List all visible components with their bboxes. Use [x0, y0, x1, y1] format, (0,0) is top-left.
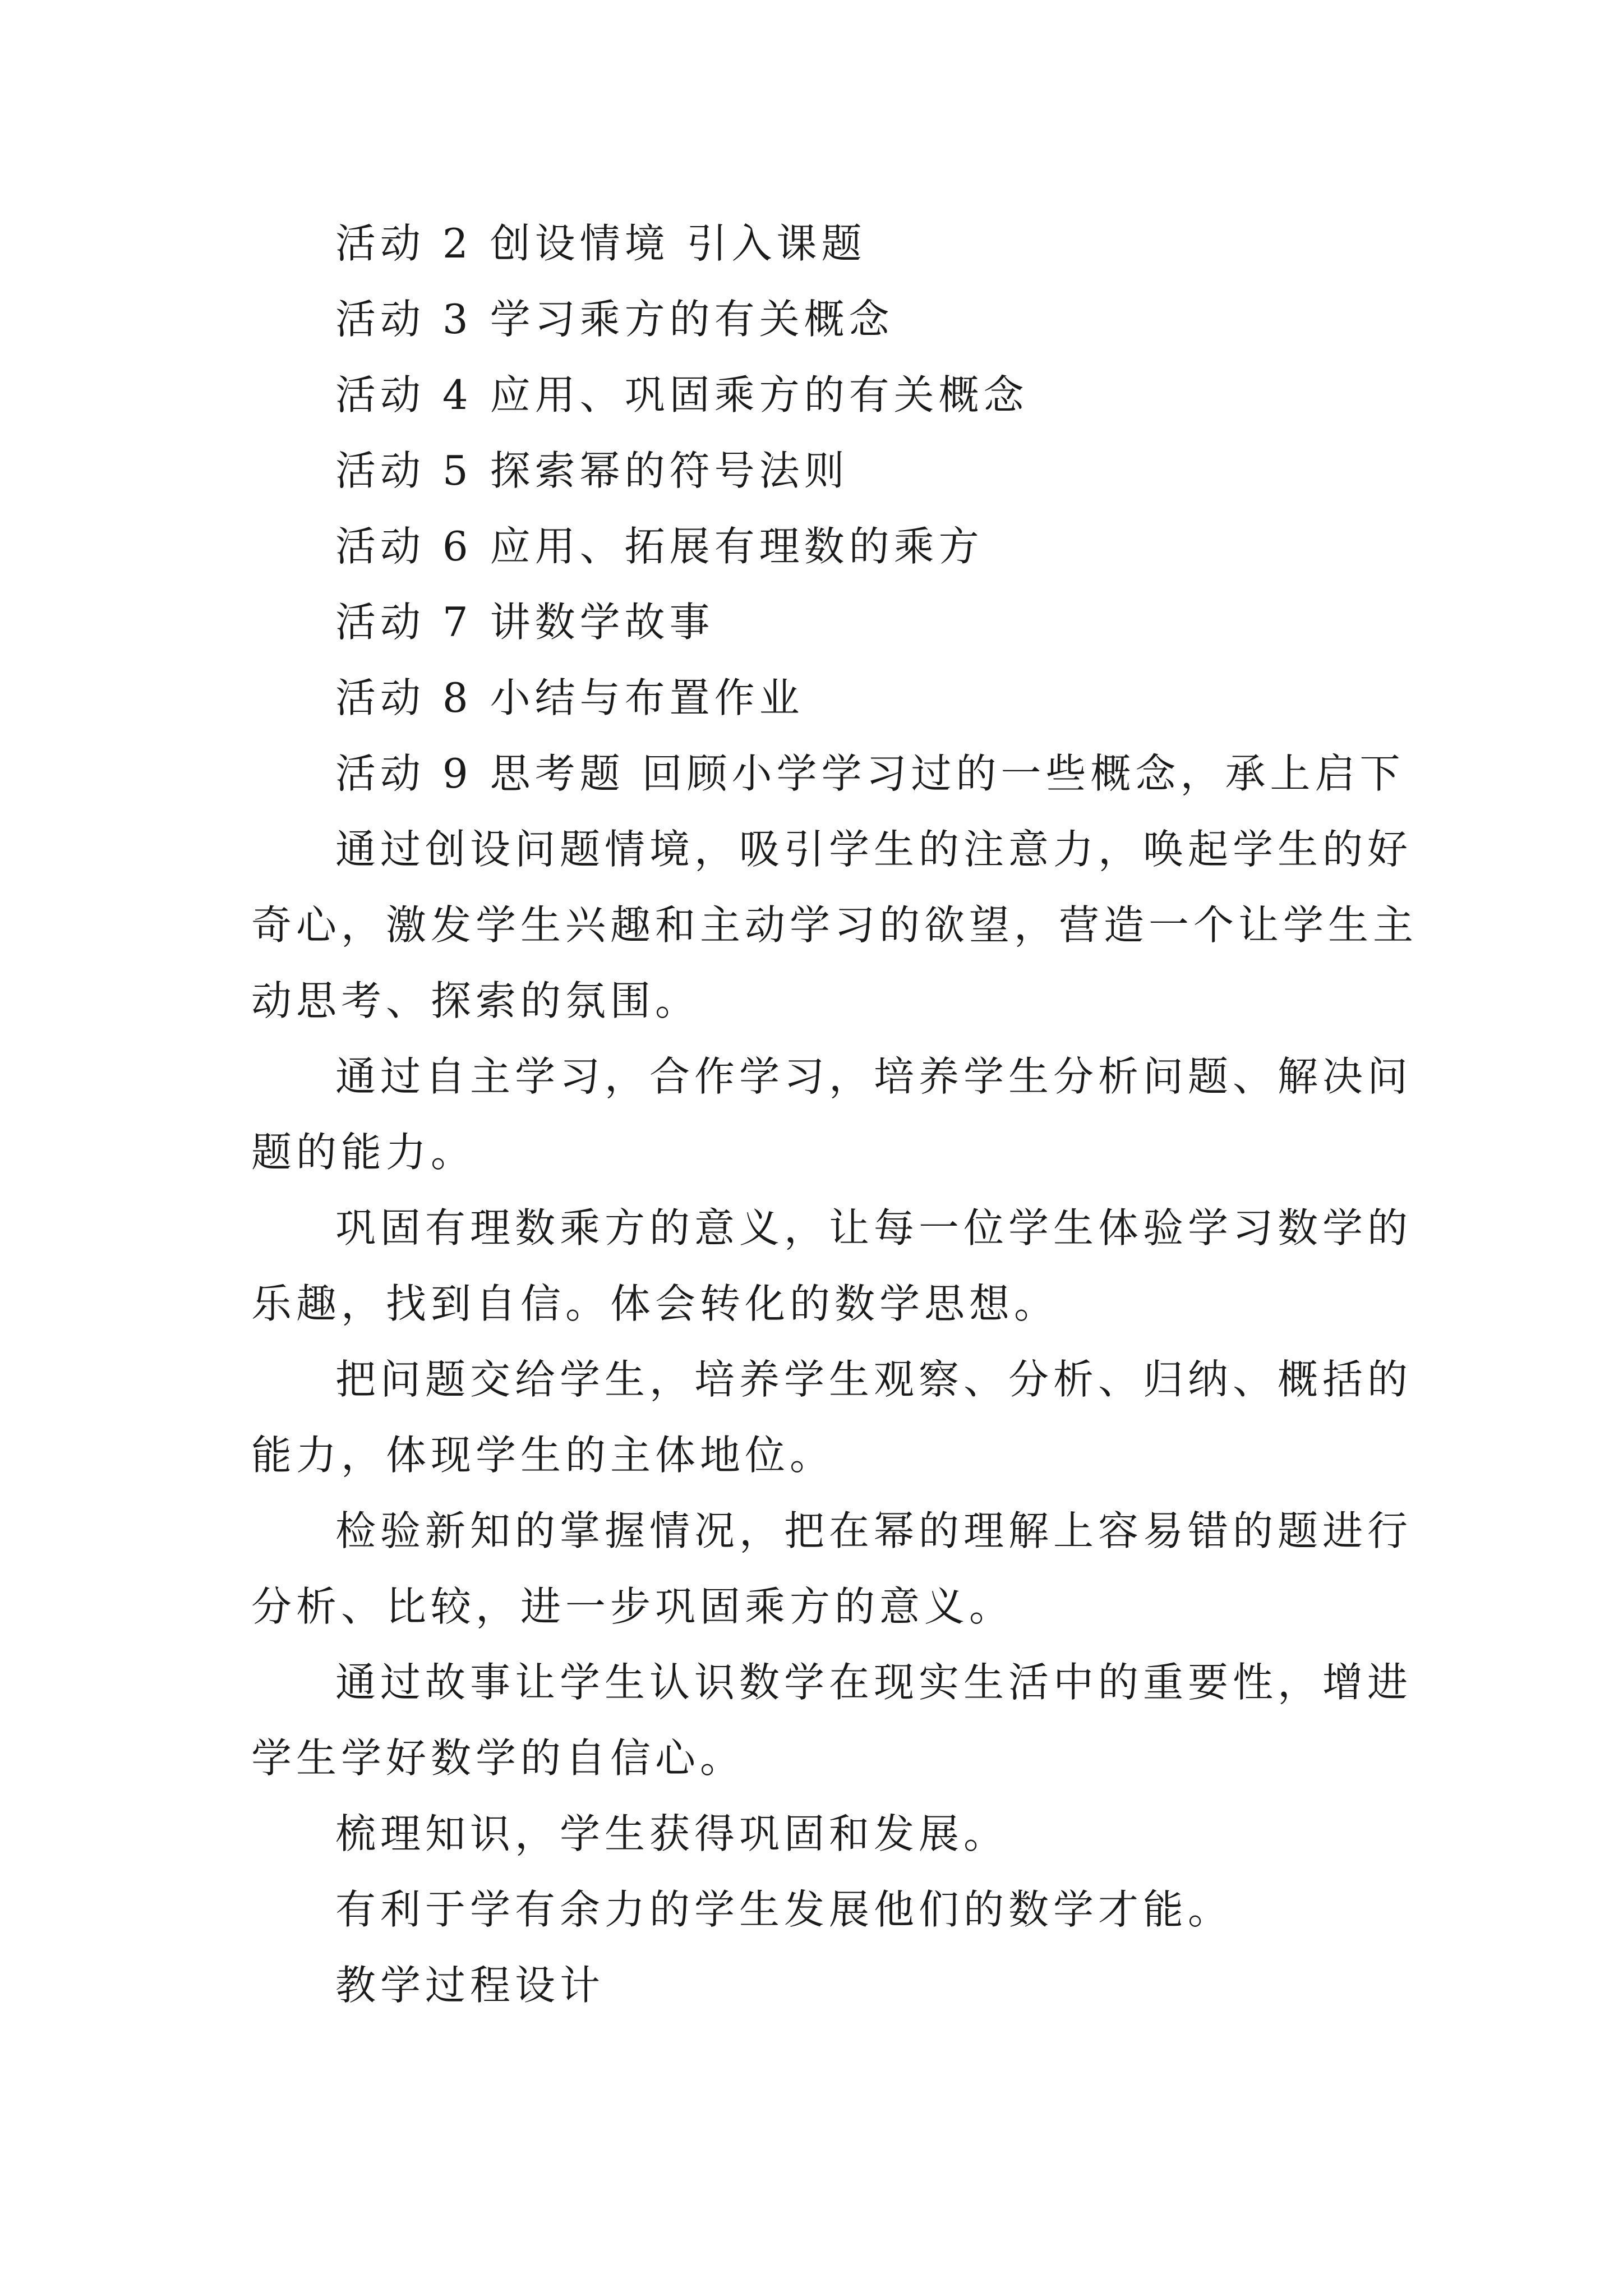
- paragraph-5-line-1: 检验新知的掌握情况，把在幂的理解上容易错的题进行: [335, 1507, 1413, 1554]
- paragraph-1-line-3: 动思考、探索的氛围。: [251, 977, 700, 1024]
- paragraph-1-line-2: 奇心，激发学生兴趣和主动学习的欲望，营造一个让学生主: [251, 901, 1418, 949]
- paragraph-4-line-2: 能力，体现学生的主体地位。: [251, 1432, 835, 1479]
- paragraph-5-line-2: 分析、比较，进一步巩固乘方的意义。: [251, 1583, 1015, 1630]
- activity-7-line: 活动 7 讲数学故事: [335, 599, 714, 646]
- paragraph-6-line-2: 学生学好数学的自信心。: [251, 1734, 745, 1782]
- paragraph-7-line: 梳理知识，学生获得巩固和发展。: [335, 1810, 1009, 1857]
- activity-4-line: 活动 4 应用、巩固乘方的有关概念: [335, 371, 1029, 418]
- paragraph-8-line: 有利于学有余力的学生发展他们的数学才能。: [335, 1886, 1233, 1933]
- paragraph-2-line-2: 题的能力。: [251, 1129, 476, 1176]
- activity-2-line: 活动 2 创设情境 引入课题: [335, 220, 866, 267]
- activity-6-line: 活动 6 应用、拓展有理数的乘方: [335, 523, 984, 570]
- paragraph-4-line-1: 把问题交给学生，培养学生观察、分析、归纳、概括的: [335, 1356, 1413, 1403]
- activity-3-line: 活动 3 学习乘方的有关概念: [335, 296, 894, 343]
- paragraph-2-line-1: 通过自主学习，合作学习，培养学生分析问题、解决问: [335, 1053, 1413, 1100]
- paragraph-6-line-1: 通过故事让学生认识数学在现实生活中的重要性，增进: [335, 1659, 1413, 1706]
- paragraph-3-line-2: 乐趣，找到自信。体会转化的数学思想。: [251, 1280, 1059, 1327]
- activity-5-line: 活动 5 探索幂的符号法则: [335, 447, 849, 494]
- paragraph-3-line-1: 巩固有理数乘方的意义，让每一位学生体验学习数学的: [335, 1204, 1413, 1251]
- activity-9-line: 活动 9 思考题 回顾小学学习过的一些概念，承上启下: [335, 750, 1405, 797]
- paragraph-1-line-1: 通过创设问题情境，吸引学生的注意力，唤起学生的好: [335, 826, 1413, 873]
- activity-8-line: 活动 8 小结与布置作业: [335, 674, 804, 721]
- section-heading: 教学过程设计: [335, 1962, 605, 2009]
